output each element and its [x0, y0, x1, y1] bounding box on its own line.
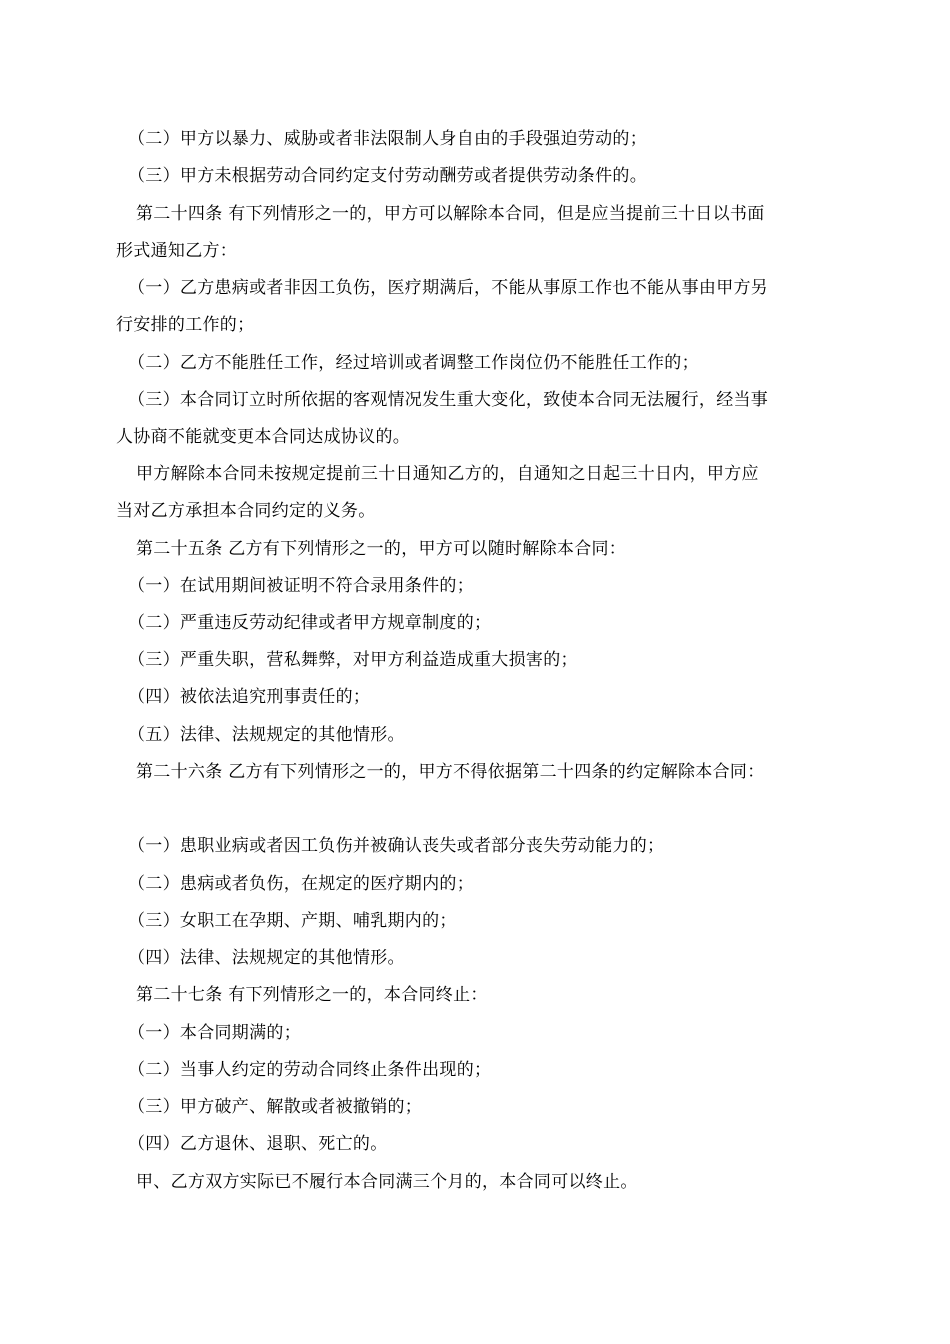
text-line: 当对乙方承担本合同约定的义务。 [116, 501, 376, 521]
text-line: （四）被依法追究刑事责任的； [128, 687, 371, 707]
text-line: 形式通知乙方： [116, 241, 238, 261]
text-line: 甲、乙方双方实际已不履行本合同满三个月的，本合同可以终止。 [136, 1172, 638, 1192]
text-line: 第二十五条 乙方有下列情形之一的，甲方可以随时解除本合同： [136, 539, 627, 559]
text-line: （五）法律、法规规定的其他情形。 [128, 725, 405, 745]
text-line: 第二十六条 乙方有下列情形之一的，甲方不得依据第二十四条的约定解除本合同： [136, 762, 765, 782]
text-line: （三）甲方未根据劳动合同约定支付劳动酬劳或者提供劳动条件的。 [128, 166, 647, 186]
text-line: （一）在试用期间被证明不符合录用条件的； [128, 576, 474, 596]
text-line: （三）严重失职，营私舞弊，对甲方利益造成重大损害的； [128, 650, 578, 670]
text-line: （四）乙方退休、退职、死亡的。 [128, 1134, 388, 1154]
text-line: （二）患病或者负伤，在规定的医疗期内的； [128, 874, 474, 894]
text-line: （二）甲方以暴力、威胁或者非法限制人身自由的手段强迫劳动的； [128, 129, 647, 149]
text-line: （三）本合同订立时所依据的客观情况发生重大变化，致使本合同无法履行，经当事 [128, 390, 769, 410]
text-line: 第二十四条 有下列情形之一的，甲方可以解除本合同，但是应当提前三十日以书面 [136, 204, 765, 224]
text-line: （三）女职工在孕期、产期、哺乳期内的； [128, 911, 457, 931]
text-line: （四）法律、法规规定的其他情形。 [128, 948, 405, 968]
text-line: （一）乙方患病或者非因工负伤，医疗期满后，不能从事原工作也不能从事由甲方另 [128, 278, 769, 298]
text-line: 行安排的工作的； [116, 315, 255, 335]
text-line: （三）甲方破产、解散或者被撤销的； [128, 1097, 423, 1117]
text-line: （二）乙方不能胜任工作，经过培训或者调整工作岗位仍不能胜任工作的； [128, 353, 699, 373]
text-line: 人协商不能就变更本合同达成协议的。 [116, 427, 411, 447]
text-line: （二）当事人约定的劳动合同终止条件出现的； [128, 1060, 492, 1080]
text-line: 第二十七条 有下列情形之一的，本合同终止： [136, 985, 488, 1005]
text-line: （二）严重违反劳动纪律或者甲方规章制度的； [128, 613, 492, 633]
text-line: 甲方解除本合同未按规定提前三十日通知乙方的，自通知之日起三十日内，甲方应 [136, 464, 759, 484]
text-line: （一）患职业病或者因工负伤并被确认丧失或者部分丧失劳动能力的； [128, 836, 665, 856]
text-line: （一）本合同期满的； [128, 1023, 301, 1043]
